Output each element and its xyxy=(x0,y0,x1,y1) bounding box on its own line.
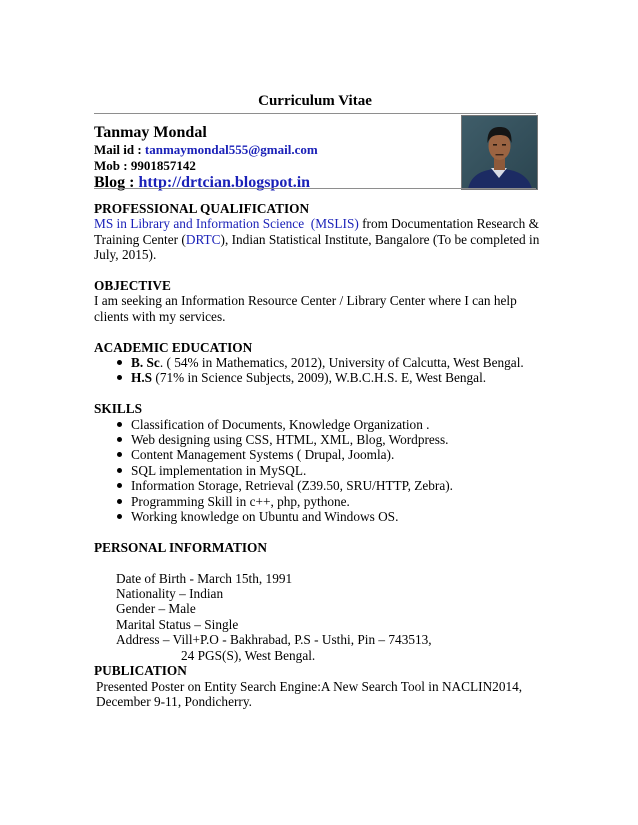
skill-text: Web designing using CSS, HTML, XML, Blog, Wordpress. xyxy=(131,432,449,448)
list-item xyxy=(117,370,544,385)
gender: Gender – Male xyxy=(116,601,196,617)
blog-link[interactable]: http://drtcian.blogspot.in xyxy=(138,174,311,191)
bullet-icon xyxy=(117,452,122,457)
list-item xyxy=(117,417,544,432)
qualification-heading: PROFESSIONAL QUALIFICATION xyxy=(94,201,310,216)
qualification-institute-text: from Documentation Research & Training Center ( xyxy=(94,216,539,247)
marital-status: Marital Status – Single xyxy=(116,616,239,632)
skills-heading: SKILLS xyxy=(94,401,143,417)
qualification-completion-text: ), Indian Statistical Institute, Bangalore (To be completed in July, 2015). xyxy=(94,231,540,263)
document-title: Curriculum Vitae xyxy=(258,93,372,109)
personal-heading: PERSONAL INFORMATION xyxy=(94,539,267,555)
bullet-icon xyxy=(117,437,122,442)
bullet-icon xyxy=(117,468,122,473)
skills-list xyxy=(94,417,544,525)
bullet-icon xyxy=(117,422,122,427)
list-item xyxy=(117,478,544,493)
list-item xyxy=(117,447,544,462)
skill-text: SQL implementation in MySQL. xyxy=(131,462,307,478)
list-item xyxy=(117,432,544,447)
bullet-icon xyxy=(117,360,122,365)
objective-heading: OBJECTIVE xyxy=(94,278,171,294)
drtc-abbr: DRTC xyxy=(185,231,221,247)
skill-text: Content Management Systems ( Drupal, Joomla). xyxy=(131,447,395,463)
bullet-icon xyxy=(117,514,122,519)
profile-photo xyxy=(461,115,538,190)
address-line-1: Address – Vill+P.O - Bakhrabad, P.S - Usthi, Pin – 743513, xyxy=(116,632,432,648)
list-item xyxy=(117,494,544,509)
bullet-icon xyxy=(117,375,122,380)
cv-body xyxy=(94,201,544,709)
education-degree: B. Sc xyxy=(131,355,160,371)
date-of-birth: Date of Birth - March 15th, 1991 xyxy=(116,570,293,586)
education-heading: ACADEMIC EDUCATION xyxy=(94,339,253,355)
address-line-2: 24 PGS(S), West Bengal. xyxy=(181,647,316,663)
skill-text: Classification of Documents, Knowledge Organization . xyxy=(131,416,430,432)
education-detail: (71% in Science Subjects, 2009), W.B.C.H.S. E, West Bengal. xyxy=(152,370,487,386)
education-degree: H.S xyxy=(131,370,153,386)
skill-text: Programming Skill in c++, php, pythone. xyxy=(131,493,350,509)
header-top-rule xyxy=(94,113,536,114)
header-bottom-rule xyxy=(94,188,536,189)
list-item xyxy=(117,355,544,370)
blog-line xyxy=(94,173,454,193)
skill-text: Information Storage, Retrieval (Z39.50, SRU/HTTP, Zebra). xyxy=(131,478,454,494)
mail-label: Mail id : xyxy=(94,142,145,157)
bullet-icon xyxy=(117,499,122,504)
contact-block xyxy=(94,123,454,193)
list-item xyxy=(117,509,544,524)
candidate-name: Tanmay Mondal xyxy=(94,124,207,141)
bullet-icon xyxy=(117,483,122,488)
publication-text: Presented Poster on Entity Search Engine:A New Search Tool in NACLIN2014, December 9-11, Pondicherry. xyxy=(96,678,523,709)
degree-abbr: (MSLIS) xyxy=(310,216,359,232)
blog-label: Blog : xyxy=(94,174,139,191)
qualification-text xyxy=(94,216,544,262)
nationality: Nationality – Indian xyxy=(116,586,224,602)
education-detail: . ( 54% in Mathematics, 2012), University of Calcutta, West Bengal. xyxy=(159,355,524,371)
mobile-line: Mob : 9901857142 xyxy=(94,157,196,173)
skill-text: Working knowledge on Ubuntu and Windows OS. xyxy=(131,509,399,525)
mail-line xyxy=(94,142,454,158)
objective-text: I am seeking an Information Resource Center / Library Center where I can help clients with my services. xyxy=(94,293,517,324)
publication-heading: PUBLICATION xyxy=(94,663,187,679)
degree-name: MS in Library and Information Science xyxy=(94,216,305,232)
education-list xyxy=(94,355,544,386)
list-item xyxy=(117,463,544,478)
personal-info-block xyxy=(94,571,544,663)
email-link[interactable]: tanmaymondal555@gmail.com xyxy=(144,142,318,157)
